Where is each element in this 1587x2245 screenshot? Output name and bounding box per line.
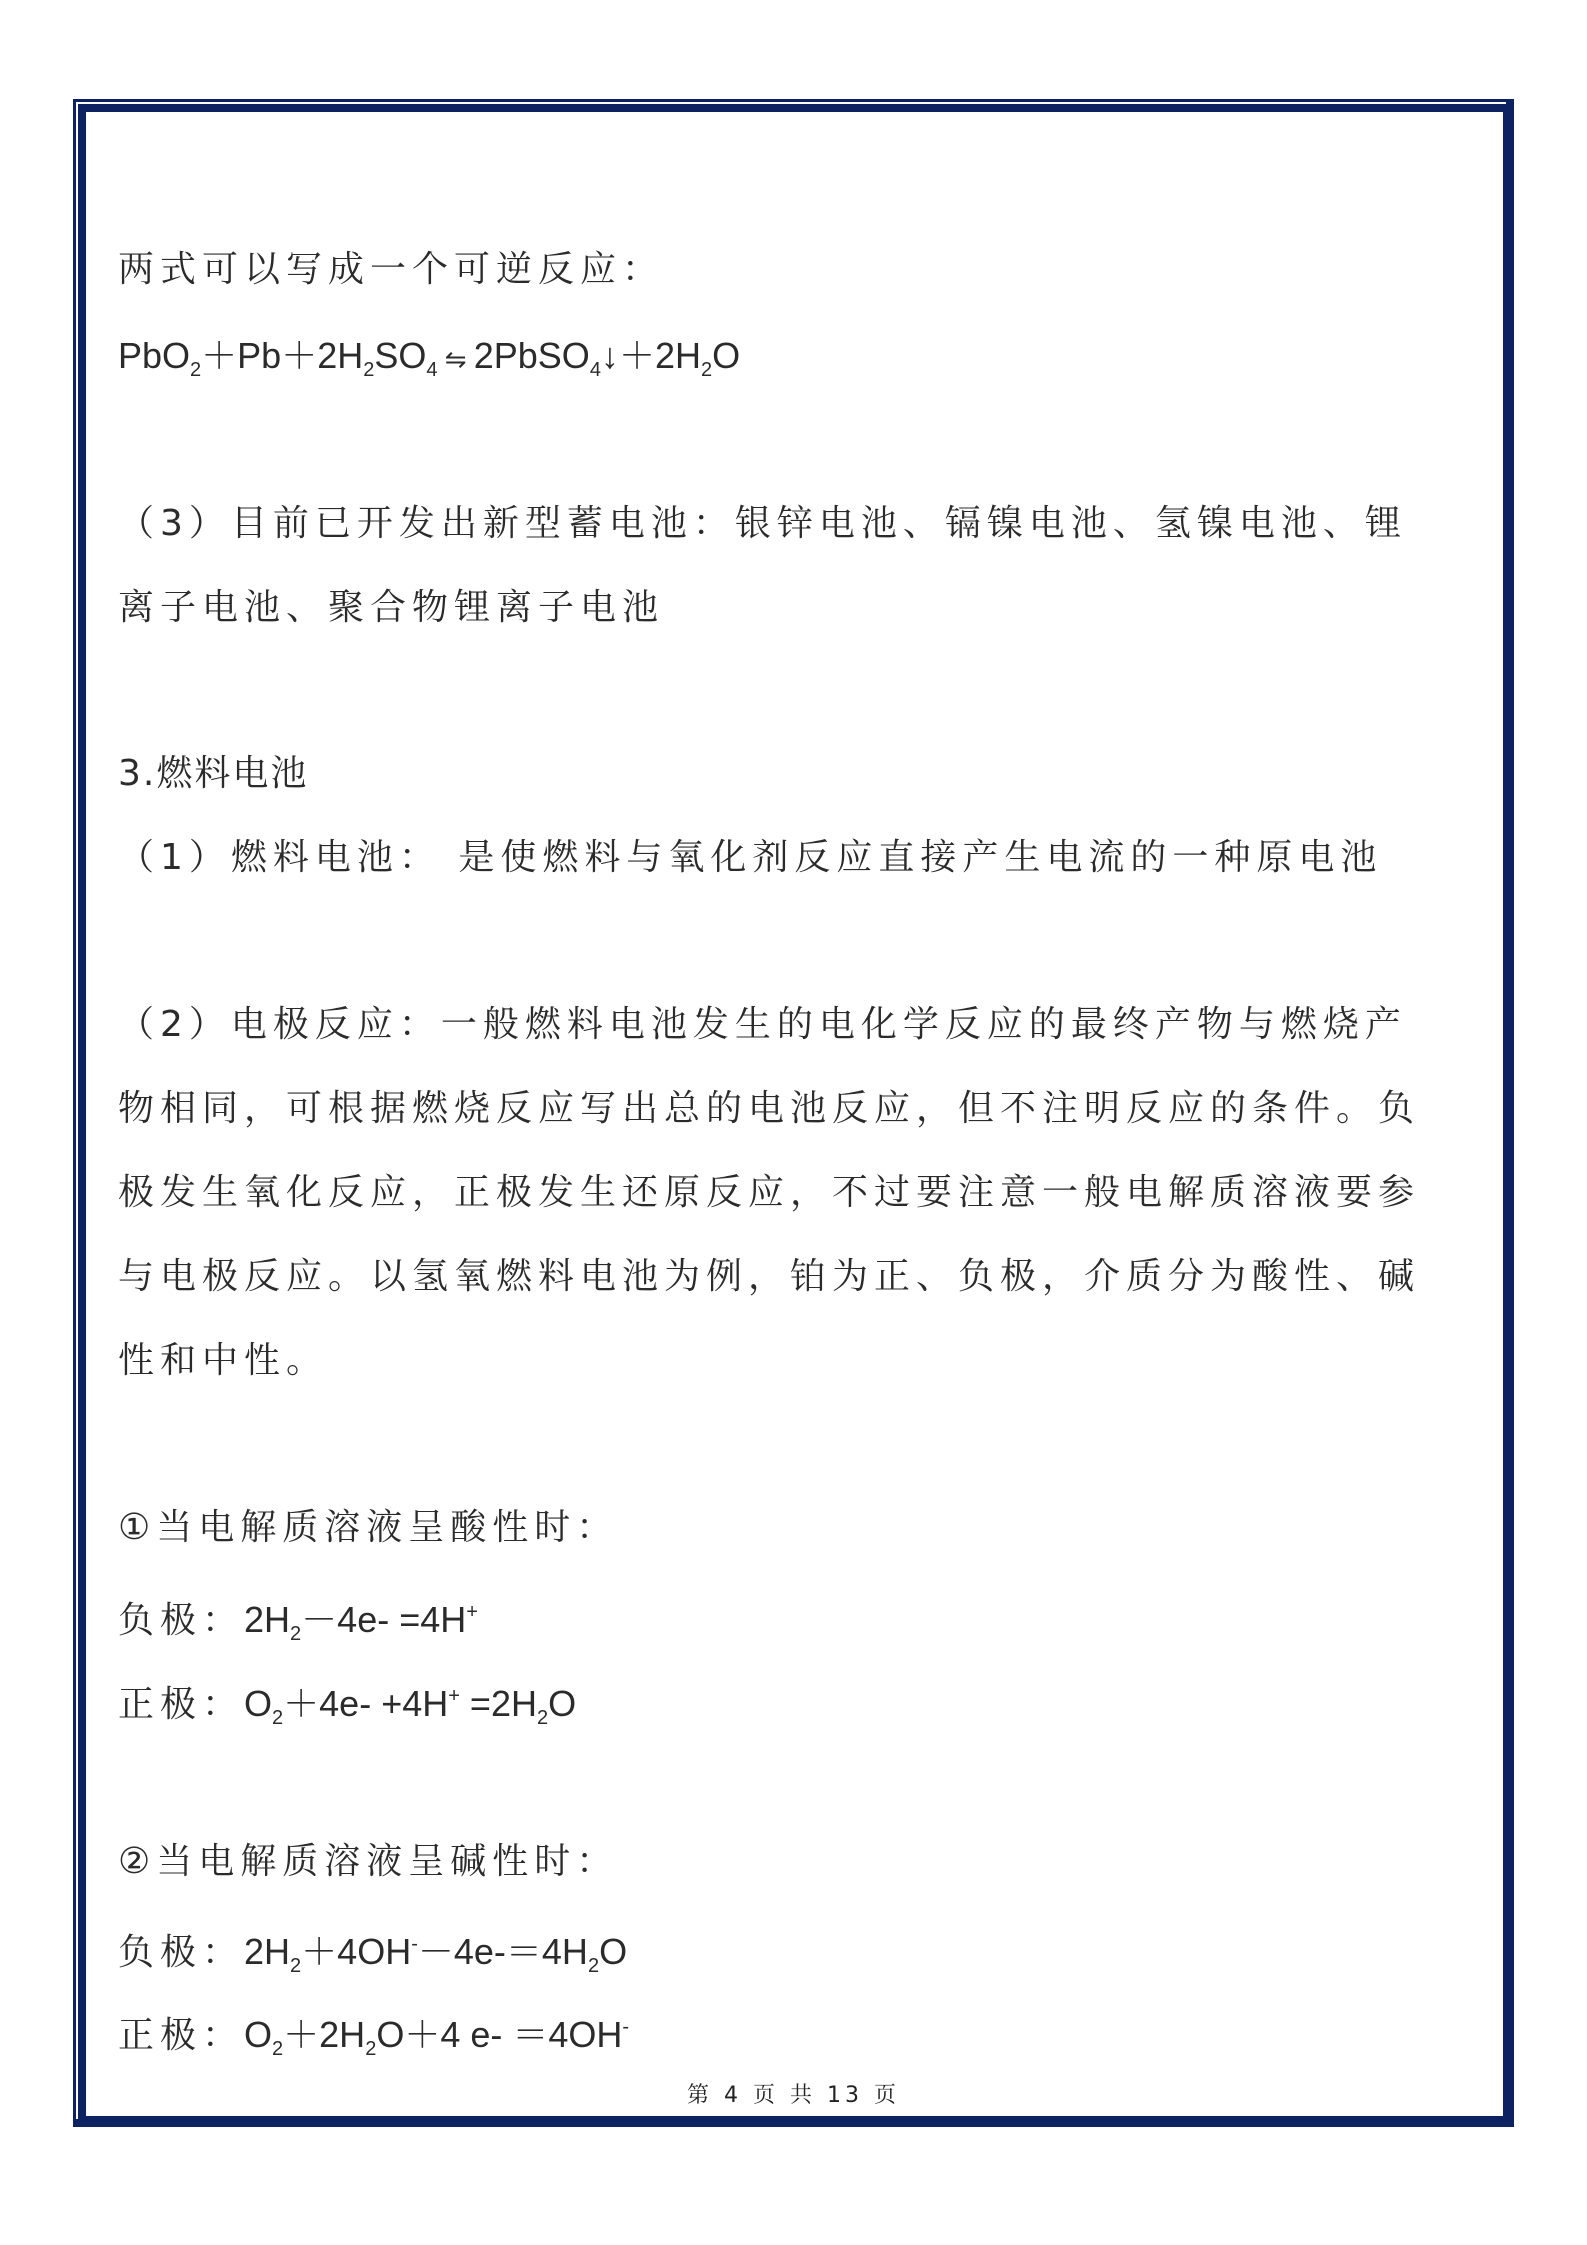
- subscript: 2: [700, 359, 713, 381]
- formula-text: O: [599, 1931, 628, 1972]
- reversible-arrow-icon: ⇋: [437, 344, 474, 374]
- formula-text: PbO: [118, 335, 191, 376]
- superscript: -: [622, 2016, 630, 2038]
- formula-text: O: [244, 1683, 273, 1724]
- formula-text: O: [712, 335, 741, 376]
- formula-text: O: [548, 1683, 577, 1724]
- label-positive-electrode: 正极：: [118, 2015, 245, 2056]
- formula-text: ＋4OH: [301, 1931, 412, 1972]
- formula-text: ＋Pb＋2H: [201, 335, 364, 376]
- paragraph-electrode-reaction-line3: 极发生氧化反应，正极发生还原反应，不过要注意一般电解质溶液要参: [118, 1172, 1421, 1213]
- equation-acid-positive: [118, 1674, 576, 1740]
- formula-text: ＋2H: [283, 2014, 366, 2055]
- formula-text: ＋4e- +4H: [283, 1683, 449, 1724]
- superscript: -: [411, 1933, 418, 1955]
- label-positive-electrode: 正极：: [118, 1684, 245, 1725]
- label-negative-electrode: 负极：: [118, 1932, 245, 1973]
- formula-text: －4e-＝4H: [417, 1931, 588, 1972]
- subscript: 2: [272, 1707, 284, 1729]
- formula-text: O: [244, 2014, 273, 2055]
- formula-text: 2PbSO: [473, 335, 590, 376]
- subscript: 2: [365, 2038, 377, 2060]
- heading-acidic-electrolyte: ①当电解质溶液呈酸性时：: [118, 1507, 619, 1548]
- page-number-footer: 第 4 页 共 13 页: [687, 2083, 900, 2108]
- formula-text: =2H: [459, 1683, 537, 1724]
- formula-lead-acid-reversible: [118, 334, 740, 392]
- superscript: +: [466, 1601, 478, 1623]
- formula-text: 2H: [244, 1599, 291, 1640]
- subscript: 2: [536, 1707, 549, 1729]
- subscript: 2: [290, 1955, 302, 1977]
- heading-alkaline-electrolyte: ②当电解质溶液呈碱性时：: [118, 1841, 619, 1882]
- paragraph-electrode-reaction-line1: （2）电极反应：一般燃料电池发生的电化学反应的最终产物与燃烧产: [118, 1004, 1407, 1045]
- subscript: 2: [272, 2038, 284, 2060]
- formula-text: O＋4 e- ＝4OH: [376, 2014, 623, 2055]
- subscript: 4: [426, 359, 438, 381]
- formula-text: －4e- =4H: [301, 1599, 467, 1640]
- label-negative-electrode: 负极：: [118, 1600, 245, 1641]
- equation-acid-negative: [118, 1590, 478, 1656]
- paragraph-electrode-reaction-line5: 性和中性。: [118, 1340, 329, 1381]
- paragraph-fuel-cell-definition: （1）燃料电池： 是使燃料与氧化剂反应直接产生电流的一种原电池: [118, 837, 1383, 878]
- formula-text: ↓＋2H: [600, 335, 701, 376]
- superscript: +: [448, 1685, 460, 1707]
- section-heading-fuel-cell: 3.燃料电池: [118, 753, 309, 794]
- subscript: 4: [589, 359, 601, 381]
- paragraph-new-batteries-line2: 离子电池、聚合物锂离子电池: [118, 587, 665, 628]
- subscript: 2: [587, 1955, 600, 1977]
- equation-base-negative: [118, 1922, 627, 1988]
- equation-base-positive: [118, 2005, 629, 2071]
- formula-text: SO: [374, 335, 427, 376]
- subscript: 2: [290, 1623, 302, 1645]
- paragraph-electrode-reaction-line2: 物相同，可根据燃烧反应写出总的电池反应，但不注明反应的条件。负: [118, 1088, 1421, 1129]
- formula-text: 2H: [244, 1931, 291, 1972]
- paragraph-electrode-reaction-line4: 与电极反应。以氢氧燃料电池为例，铂为正、负极，介质分为酸性、碱: [118, 1256, 1421, 1297]
- subscript: 2: [363, 359, 375, 381]
- paragraph-new-batteries-line1: （3）目前已开发出新型蓄电池：银锌电池、镉镍电池、氢镍电池、锂: [118, 503, 1407, 544]
- paragraph-reversible-intro: 两式可以写成一个可逆反应：: [118, 249, 665, 290]
- subscript: 2: [190, 359, 202, 381]
